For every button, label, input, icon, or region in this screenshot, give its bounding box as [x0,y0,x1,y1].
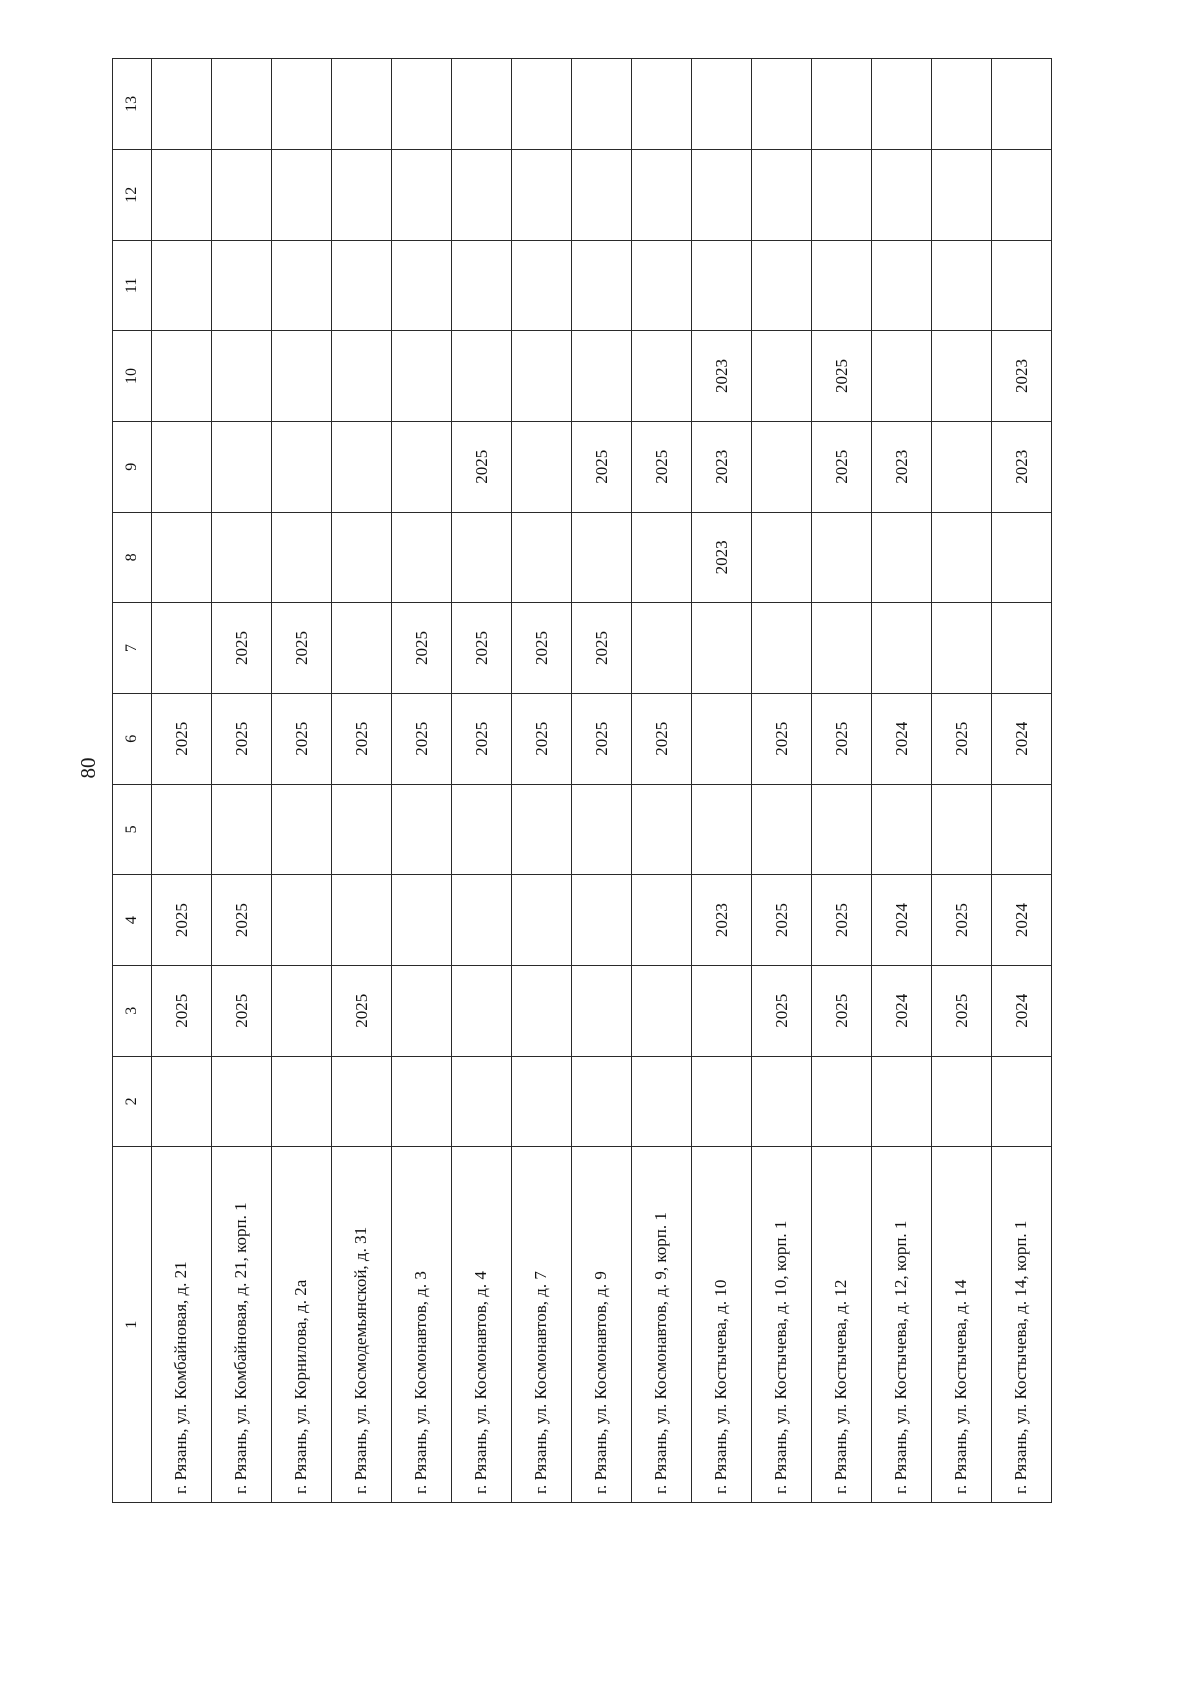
year-cell-col-13 [872,59,932,150]
year-cell-col-12 [212,149,272,240]
year-cell-col-5 [392,784,452,875]
year-cell-col-12 [272,149,332,240]
year-cell-col-2 [272,1056,332,1147]
table-row [152,59,212,1503]
year-cell-col-2 [152,1056,212,1147]
year-cell-col-9: 2023 [992,421,1052,512]
year-cell-col-7: 2025 [572,603,632,694]
year-cell-col-13 [632,59,692,150]
year-cell-col-6: 2025 [392,693,452,784]
year-cell-col-9 [512,421,572,512]
column-header-3: 3 [113,965,152,1056]
year-cell-col-10 [452,331,512,422]
year-cell-col-9 [752,421,812,512]
year-cell-col-3 [632,965,692,1056]
year-cell-col-11 [752,240,812,331]
year-cell-col-6: 2025 [632,693,692,784]
table-row [632,59,692,1503]
address-cell: г. Рязань, ул. Космонавтов, д. 7 [512,1147,572,1503]
year-cell-col-10 [752,331,812,422]
year-cell-col-3 [512,965,572,1056]
year-cell-col-10 [212,331,272,422]
table-row [212,59,272,1503]
table-row [572,59,632,1503]
year-cell-col-4: 2025 [752,875,812,966]
year-cell-col-3: 2025 [812,965,872,1056]
table-header [113,59,152,1503]
year-cell-col-2 [332,1056,392,1147]
address-cell: г. Рязань, ул. Костычева, д. 10, корп. 1 [752,1147,812,1503]
table-row [512,59,572,1503]
year-cell-col-13 [212,59,272,150]
year-cell-col-9: 2025 [632,421,692,512]
year-cell-col-5 [332,784,392,875]
year-cell-col-6: 2025 [152,693,212,784]
table-row [752,59,812,1503]
year-cell-col-5 [452,784,512,875]
year-cell-col-3: 2024 [872,965,932,1056]
year-cell-col-9: 2023 [872,421,932,512]
year-cell-col-11 [812,240,872,331]
year-cell-col-6: 2024 [872,693,932,784]
year-cell-col-7: 2025 [272,603,332,694]
year-cell-col-11 [992,240,1052,331]
column-header-1: 1 [113,1147,152,1503]
year-cell-col-9: 2023 [692,421,752,512]
year-cell-col-4 [272,875,332,966]
year-cell-col-3: 2025 [752,965,812,1056]
year-cell-col-9 [332,421,392,512]
year-cell-col-4: 2025 [932,875,992,966]
year-cell-col-6: 2025 [452,693,512,784]
year-cell-col-8: 2023 [692,512,752,603]
year-cell-col-7: 2025 [452,603,512,694]
year-cell-col-11 [212,240,272,331]
year-cell-col-2 [452,1056,512,1147]
year-cell-col-8 [812,512,872,603]
column-header-10: 10 [113,331,152,422]
year-cell-col-5 [212,784,272,875]
year-cell-col-12 [632,149,692,240]
header-row [113,59,152,1503]
year-cell-col-12 [812,149,872,240]
year-cell-col-8 [872,512,932,603]
year-cell-col-7 [932,603,992,694]
table-row [272,59,332,1503]
year-cell-col-8 [452,512,512,603]
year-cell-col-6: 2025 [332,693,392,784]
year-cell-col-4: 2023 [692,875,752,966]
year-cell-col-12 [932,149,992,240]
year-cell-col-11 [332,240,392,331]
year-cell-col-8 [932,512,992,603]
column-header-6: 6 [113,693,152,784]
year-cell-col-4 [572,875,632,966]
year-cell-col-3 [392,965,452,1056]
year-cell-col-7 [332,603,392,694]
year-cell-col-11 [692,240,752,331]
year-cell-col-7 [752,603,812,694]
year-cell-col-9 [392,421,452,512]
year-cell-col-5 [932,784,992,875]
table-row [332,59,392,1503]
year-cell-col-7: 2025 [512,603,572,694]
year-cell-col-11 [512,240,572,331]
year-cell-col-9: 2025 [812,421,872,512]
year-cell-col-5 [692,784,752,875]
year-cell-col-9 [932,421,992,512]
year-cell-col-11 [572,240,632,331]
year-cell-col-13 [692,59,752,150]
column-header-7: 7 [113,603,152,694]
year-cell-col-10: 2025 [812,331,872,422]
address-cell: г. Рязань, ул. Космонавтов, д. 9 [572,1147,632,1503]
year-cell-col-6: 2025 [212,693,272,784]
year-cell-col-11 [872,240,932,331]
year-cell-col-13 [932,59,992,150]
year-cell-col-7 [992,603,1052,694]
year-cell-col-6 [692,693,752,784]
year-cell-col-13 [512,59,572,150]
year-cell-col-13 [752,59,812,150]
table-row [812,59,872,1503]
year-cell-col-3 [572,965,632,1056]
table-container [112,58,1052,1503]
column-header-9: 9 [113,421,152,512]
year-cell-col-2 [932,1056,992,1147]
year-cell-col-10 [632,331,692,422]
year-cell-col-5 [632,784,692,875]
year-cell-col-2 [692,1056,752,1147]
year-cell-col-8 [152,512,212,603]
year-cell-col-8 [632,512,692,603]
year-cell-col-2 [872,1056,932,1147]
year-cell-col-5 [872,784,932,875]
year-cell-col-11 [272,240,332,331]
year-cell-col-4: 2025 [152,875,212,966]
year-cell-col-8 [272,512,332,603]
year-cell-col-3 [692,965,752,1056]
year-cell-col-8 [332,512,392,603]
year-cell-col-4: 2024 [992,875,1052,966]
year-cell-col-7 [812,603,872,694]
year-cell-col-9 [272,421,332,512]
year-cell-col-2 [572,1056,632,1147]
year-cell-col-13 [392,59,452,150]
year-cell-col-10 [272,331,332,422]
table-row [992,59,1052,1503]
year-cell-col-8 [752,512,812,603]
year-cell-col-2 [392,1056,452,1147]
year-cell-col-2 [512,1056,572,1147]
table-row [452,59,512,1503]
address-cell: г. Рязань, ул. Космонавтов, д. 4 [452,1147,512,1503]
year-cell-col-11 [152,240,212,331]
year-cell-col-13 [272,59,332,150]
year-cell-col-8 [992,512,1052,603]
year-cell-col-10: 2023 [992,331,1052,422]
year-cell-col-10 [392,331,452,422]
year-cell-col-12 [392,149,452,240]
address-cell: г. Рязань, ул. Костычева, д. 14, корп. 1 [992,1147,1052,1503]
table-row [392,59,452,1503]
year-cell-col-11 [452,240,512,331]
year-cell-col-5 [992,784,1052,875]
year-cell-col-12 [152,149,212,240]
year-cell-col-7 [152,603,212,694]
year-cell-col-10 [872,331,932,422]
column-header-13: 13 [113,59,152,150]
year-cell-col-12 [992,149,1052,240]
column-header-2: 2 [113,1056,152,1147]
address-cell: г. Рязань, ул. Костычева, д. 14 [932,1147,992,1503]
schedule-table [112,58,1052,1503]
address-cell: г. Рязань, ул. Костычева, д. 12 [812,1147,872,1503]
year-cell-col-5 [812,784,872,875]
year-cell-col-8 [392,512,452,603]
year-cell-col-13 [812,59,872,150]
year-cell-col-5 [572,784,632,875]
year-cell-col-12 [692,149,752,240]
table-row [932,59,992,1503]
year-cell-col-2 [632,1056,692,1147]
year-cell-col-6: 2025 [512,693,572,784]
column-header-8: 8 [113,512,152,603]
year-cell-col-11 [392,240,452,331]
year-cell-col-6: 2025 [272,693,332,784]
year-cell-col-10: 2023 [692,331,752,422]
column-header-12: 12 [113,149,152,240]
address-cell: г. Рязань, ул. Космонавтов, д. 3 [392,1147,452,1503]
year-cell-col-7 [692,603,752,694]
year-cell-col-9: 2025 [452,421,512,512]
column-header-5: 5 [113,784,152,875]
year-cell-col-7 [872,603,932,694]
year-cell-col-10 [932,331,992,422]
year-cell-col-3 [452,965,512,1056]
year-cell-col-7: 2025 [392,603,452,694]
year-cell-col-13 [152,59,212,150]
year-cell-col-13 [452,59,512,150]
address-cell: г. Рязань, ул. Костычева, д. 12, корп. 1 [872,1147,932,1503]
year-cell-col-7: 2025 [212,603,272,694]
year-cell-col-2 [752,1056,812,1147]
year-cell-col-4: 2025 [812,875,872,966]
year-cell-col-8 [512,512,572,603]
year-cell-col-4 [332,875,392,966]
year-cell-col-6: 2025 [932,693,992,784]
year-cell-col-5 [272,784,332,875]
year-cell-col-10 [332,331,392,422]
year-cell-col-3: 2025 [332,965,392,1056]
year-cell-col-5 [512,784,572,875]
year-cell-col-6: 2025 [812,693,872,784]
year-cell-col-7 [632,603,692,694]
year-cell-col-3: 2025 [932,965,992,1056]
address-cell: г. Рязань, ул. Корнилова, д. 2а [272,1147,332,1503]
year-cell-col-13 [332,59,392,150]
year-cell-col-12 [452,149,512,240]
column-header-11: 11 [113,240,152,331]
year-cell-col-12 [752,149,812,240]
year-cell-col-9: 2025 [572,421,632,512]
year-cell-col-6: 2024 [992,693,1052,784]
year-cell-col-4: 2025 [212,875,272,966]
year-cell-col-5 [752,784,812,875]
year-cell-col-4: 2024 [872,875,932,966]
page-number: 80 [76,757,100,779]
year-cell-col-13 [572,59,632,150]
year-cell-col-11 [932,240,992,331]
table-row [872,59,932,1503]
year-cell-col-6: 2025 [572,693,632,784]
year-cell-col-2 [992,1056,1052,1147]
year-cell-col-8 [572,512,632,603]
address-cell: г. Рязань, ул. Космонавтов, д. 9, корп. 1 [632,1147,692,1503]
year-cell-col-10 [572,331,632,422]
table-body [152,59,1052,1503]
address-cell: г. Рязань, ул. Комбайновая, д. 21 [152,1147,212,1503]
year-cell-col-4 [512,875,572,966]
table-row [692,59,752,1503]
year-cell-col-8 [212,512,272,603]
year-cell-col-4 [632,875,692,966]
column-header-4: 4 [113,875,152,966]
year-cell-col-2 [812,1056,872,1147]
year-cell-col-11 [632,240,692,331]
year-cell-col-3 [272,965,332,1056]
year-cell-col-10 [512,331,572,422]
address-cell: г. Рязань, ул. Космодемьянской, д. 31 [332,1147,392,1503]
year-cell-col-10 [152,331,212,422]
year-cell-col-3: 2024 [992,965,1052,1056]
year-cell-col-13 [992,59,1052,150]
year-cell-col-9 [212,421,272,512]
year-cell-col-5 [152,784,212,875]
year-cell-col-3: 2025 [212,965,272,1056]
year-cell-col-4 [452,875,512,966]
year-cell-col-12 [572,149,632,240]
year-cell-col-2 [212,1056,272,1147]
address-cell: г. Рязань, ул. Костычева, д. 10 [692,1147,752,1503]
year-cell-col-4 [392,875,452,966]
address-cell: г. Рязань, ул. Комбайновая, д. 21, корп. 1 [212,1147,272,1503]
year-cell-col-9 [152,421,212,512]
year-cell-col-12 [332,149,392,240]
year-cell-col-6: 2025 [752,693,812,784]
year-cell-col-3: 2025 [152,965,212,1056]
year-cell-col-12 [512,149,572,240]
year-cell-col-12 [872,149,932,240]
